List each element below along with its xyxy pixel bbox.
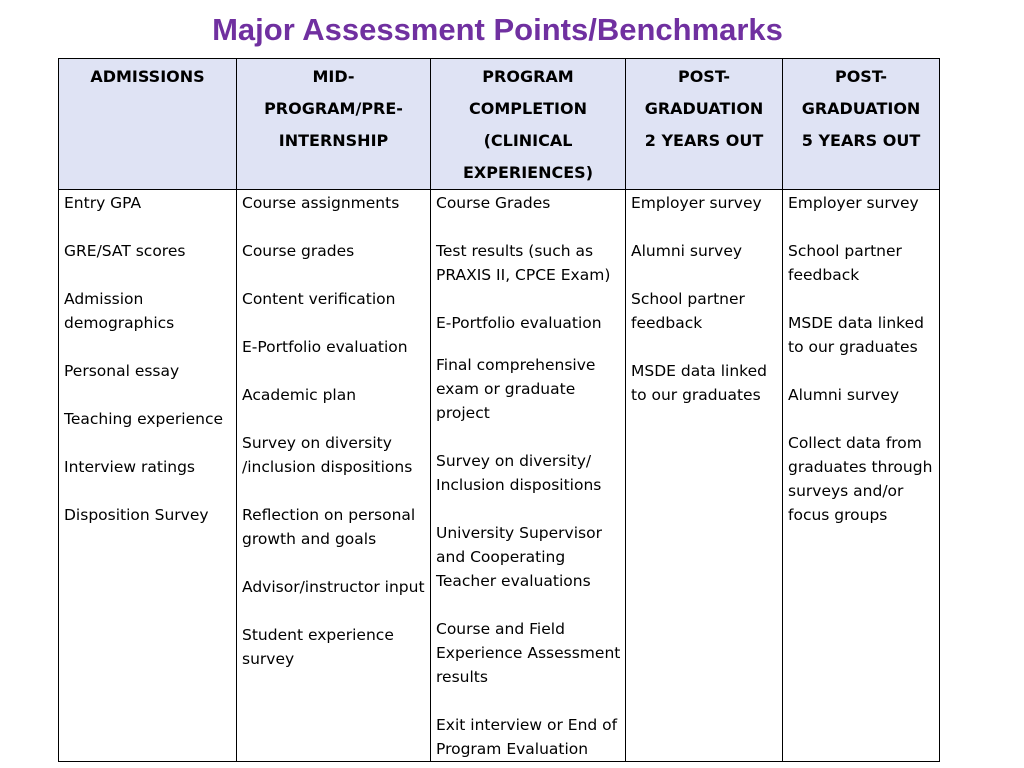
- header-line: PROGRAM/PRE-: [264, 99, 403, 118]
- column-header-post-grad-2yr: [626, 59, 783, 190]
- list-item: GRE/SAT scores: [64, 242, 186, 260]
- list-item: Exit interview or End of Program Evaluation: [436, 716, 618, 758]
- list-item: Course Grades: [436, 194, 551, 212]
- column-cell-admissions: [59, 190, 237, 762]
- column-header-admissions: [59, 59, 237, 190]
- list-item: Course grades: [242, 242, 355, 260]
- column-cell-mid-program: [237, 190, 431, 762]
- list-item: Employer survey: [788, 194, 919, 212]
- list-item: Final comprehensive exam or graduate project: [436, 356, 596, 422]
- page-title: Major Assessment Points/Benchmarks: [212, 12, 783, 47]
- list-item: Alumni survey: [788, 386, 900, 404]
- list-item: Advisor/instructor input: [242, 578, 425, 596]
- header-line: POST-: [834, 67, 888, 86]
- list-item: School partner feedback: [788, 242, 902, 284]
- list-item: Personal essay: [64, 362, 180, 380]
- list-item: Employer survey: [631, 194, 762, 212]
- column-cell-program-completion: [431, 190, 626, 762]
- list-item: Collect data from graduates through surveys and/or focus groups: [788, 434, 933, 524]
- header-line: COMPLETION: [469, 99, 587, 118]
- list-item: Content verification: [242, 290, 396, 308]
- list-item: Survey on diversity/ Inclusion dispositions: [436, 452, 602, 494]
- list-item: University Supervisor and Cooperating Teacher evaluations: [436, 524, 602, 590]
- header-line: PROGRAM: [482, 67, 574, 86]
- header-row: [59, 59, 940, 190]
- list-item: Reflection on personal growth and goals: [242, 506, 416, 548]
- list-item: Survey on diversity /inclusion dispositions: [242, 434, 413, 476]
- list-item: E-Portfolio evaluation: [436, 314, 602, 332]
- column-cell-post-grad-2yr: [626, 190, 783, 762]
- list-item: Teaching experience: [64, 410, 224, 428]
- header-line: 2 YEARS OUT: [644, 131, 764, 150]
- list-item: MSDE data linked to our graduates: [631, 362, 767, 404]
- list-item: School partner feedback: [631, 290, 745, 332]
- column-header-program-completion: [431, 59, 626, 190]
- list-item: Disposition Survey: [64, 506, 209, 524]
- list-item: Student experience survey: [242, 626, 394, 668]
- header-line: GRADUATION: [801, 99, 921, 118]
- header-line: POST-: [677, 67, 731, 86]
- header-line: GRADUATION: [644, 99, 764, 118]
- list-item: Course and Field Experience Assessment results: [436, 620, 621, 686]
- list-item: Test results (such as PRAXIS II, CPCE Exam): [436, 242, 611, 284]
- list-item: Course assignments: [242, 194, 400, 212]
- header-line: ADMISSIONS: [90, 67, 205, 86]
- list-item: MSDE data linked to our graduates: [788, 314, 924, 356]
- header-line: MID-: [312, 67, 355, 86]
- header-line: 5 YEARS OUT: [801, 131, 921, 150]
- header-line: INTERNSHIP: [278, 131, 389, 150]
- list-item: Academic plan: [242, 386, 357, 404]
- body-row: [59, 190, 940, 762]
- header-line: (CLINICAL: [483, 131, 573, 150]
- header-line: EXPERIENCES): [462, 163, 594, 182]
- benchmarks-table: [58, 58, 940, 762]
- list-item: Interview ratings: [64, 458, 195, 476]
- column-cell-post-grad-5yr: [783, 190, 940, 762]
- column-header-mid-program: [237, 59, 431, 190]
- list-item: E-Portfolio evaluation: [242, 338, 408, 356]
- list-item: Entry GPA: [64, 194, 142, 212]
- list-item: Admission demographics: [64, 290, 175, 332]
- list-item: Alumni survey: [631, 242, 743, 260]
- column-header-post-grad-5yr: [783, 59, 940, 190]
